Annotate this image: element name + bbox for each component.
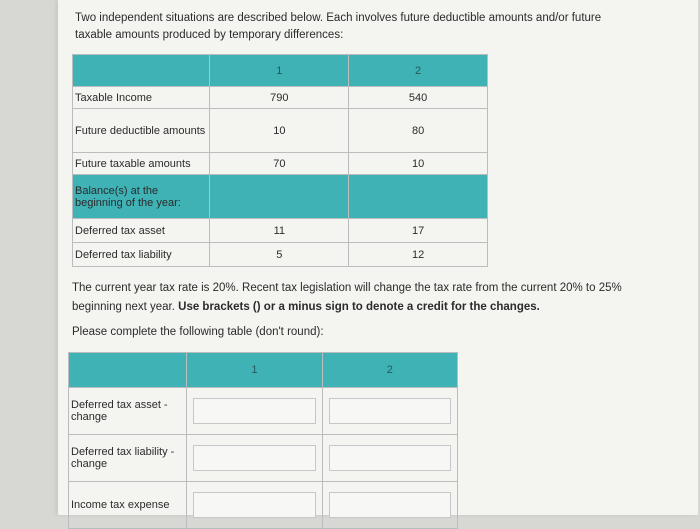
table-row	[73, 87, 488, 109]
table-header-row	[69, 353, 458, 388]
table-header-row	[73, 55, 488, 87]
intro-text: Two independent situations are described below. Each involves future deductible amounts and/or future taxable amounts produced by temporary differences:	[75, 12, 602, 41]
dta-change-input-1[interactable]	[193, 398, 315, 424]
instructions-text: The current year tax rate is 20%. Recent tax legislation will change the tax rate from the current 20% to 25% beginning next year.	[72, 282, 622, 313]
row-label: Taxable Income	[73, 87, 210, 109]
table-row	[73, 153, 488, 175]
row-value-1	[210, 175, 349, 219]
answer-table	[68, 352, 458, 529]
section-header-row	[73, 175, 488, 219]
row-value-2: 540	[349, 87, 488, 109]
row-value-2: 80	[349, 109, 488, 153]
situations-table	[72, 54, 488, 267]
dtl-change-input-2[interactable]	[329, 445, 451, 471]
row-label: Deferred tax asset - change	[69, 388, 187, 435]
row-value-1: 10	[210, 109, 349, 153]
header-situation-2: 2	[349, 55, 488, 87]
header-situation-1: 1	[187, 353, 322, 388]
instructions-paragraph	[72, 279, 642, 317]
header-blank	[73, 55, 210, 87]
row-label: Future taxable amounts	[73, 153, 210, 175]
header-blank	[69, 353, 187, 388]
table-row	[69, 388, 458, 435]
header-situation-1: 1	[210, 55, 349, 87]
row-value-2: 10	[349, 153, 488, 175]
table-row	[73, 109, 488, 153]
table-row	[69, 435, 458, 482]
dtl-change-input-1[interactable]	[193, 445, 315, 471]
income-tax-expense-input-1[interactable]	[193, 492, 315, 518]
row-label: Income tax expense	[69, 482, 187, 529]
row-value-1: 790	[210, 87, 349, 109]
complete-table-prompt: Please complete the following table (don't round):	[72, 326, 324, 338]
row-label: Deferred tax liability - change	[69, 435, 187, 482]
row-value-2: 17	[349, 219, 488, 243]
row-label: Future deductible amounts	[73, 109, 210, 153]
row-value-1: 11	[210, 219, 349, 243]
row-value-2: 12	[349, 243, 488, 267]
row-label: Deferred tax asset	[73, 219, 210, 243]
dta-change-input-2[interactable]	[329, 398, 451, 424]
section-label: Balance(s) at the beginning of the year:	[73, 175, 210, 219]
table-row	[73, 219, 488, 243]
table-row	[73, 243, 488, 267]
instructions-bold: Use brackets () or a minus sign to denote a credit for the changes.	[178, 301, 540, 313]
header-situation-2: 2	[322, 353, 457, 388]
income-tax-expense-input-2[interactable]	[329, 492, 451, 518]
row-label: Deferred tax liability	[73, 243, 210, 267]
row-value-1: 70	[210, 153, 349, 175]
row-value-2	[349, 175, 488, 219]
table-row	[69, 482, 458, 529]
row-value-1: 5	[210, 243, 349, 267]
